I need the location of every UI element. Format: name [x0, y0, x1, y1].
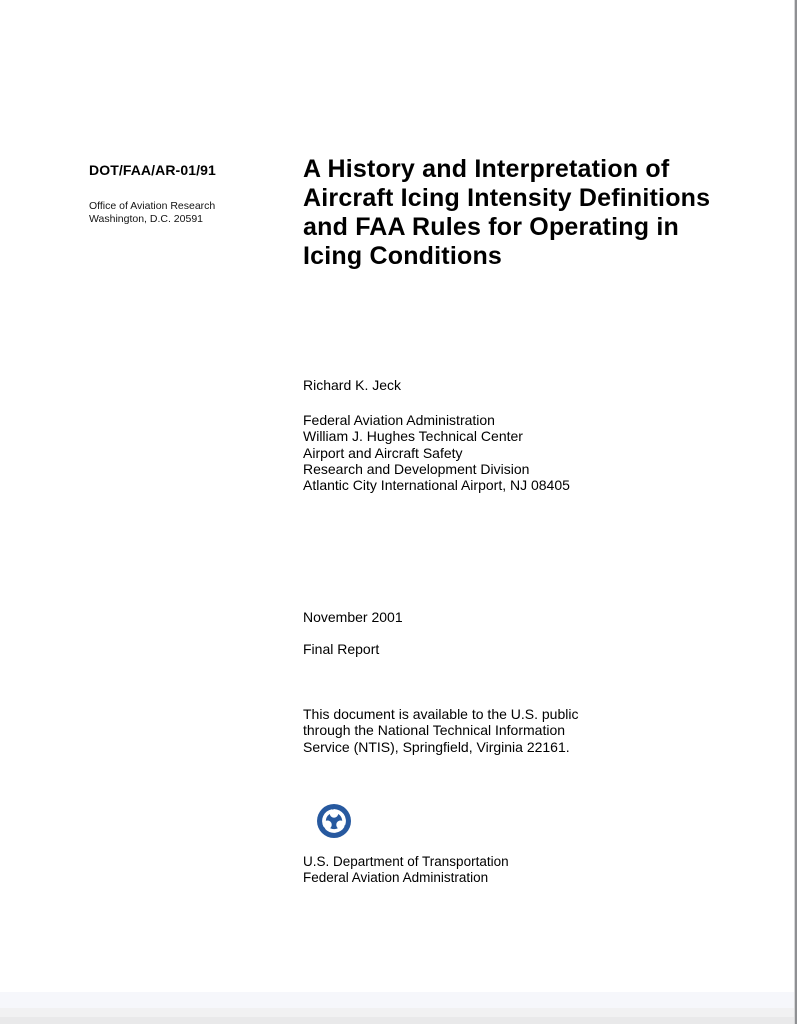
page-bottom-edge-band: [0, 992, 797, 1008]
page-bottom-edge-band: [0, 1008, 797, 1017]
report-title: [303, 155, 710, 271]
office-address: Washington, D.C. 20591: [89, 213, 204, 225]
agency-block: [303, 854, 509, 885]
publication-date: November 2001: [303, 609, 403, 625]
report-number: DOT/FAA/AR-01/91: [89, 162, 216, 178]
office-name: Office of Aviation Research: [89, 200, 216, 212]
report-type: Final Report: [303, 641, 380, 657]
page-bottom-edge-band: [0, 1017, 797, 1024]
affiliation-line: Atlantic City International Airport, NJ 08405: [303, 477, 570, 494]
availability-statement: [303, 706, 578, 755]
us-dot-triskelion-logo: [317, 804, 351, 838]
agency-administration: Federal Aviation Administration: [303, 869, 489, 885]
report-title-line: Icing Conditions: [303, 242, 503, 270]
report-title-line: and FAA Rules for Operating in: [303, 213, 679, 241]
report-title-line: Aircraft Icing Intensity Definitions: [303, 184, 711, 212]
availability-line: Service (NTIS), Springfield, Virginia 22161.: [303, 738, 570, 755]
report-title-line: A History and Interpretation of: [303, 155, 670, 183]
availability-line: through the National Technical Information: [303, 722, 566, 739]
affiliation-line: Airport and Aircraft Safety: [303, 444, 463, 461]
agency-department: U.S. Department of Transportation: [303, 854, 509, 869]
affiliation-line: William J. Hughes Technical Center: [303, 428, 523, 445]
author-affiliation-block: [303, 412, 570, 493]
affiliation-line: Research and Development Division: [303, 460, 530, 477]
author-name: Richard K. Jeck: [303, 377, 402, 393]
affiliation-line: Federal Aviation Administration: [303, 412, 495, 428]
availability-line: This document is available to the U.S. public: [303, 706, 579, 722]
issuing-office-block: [89, 200, 215, 226]
